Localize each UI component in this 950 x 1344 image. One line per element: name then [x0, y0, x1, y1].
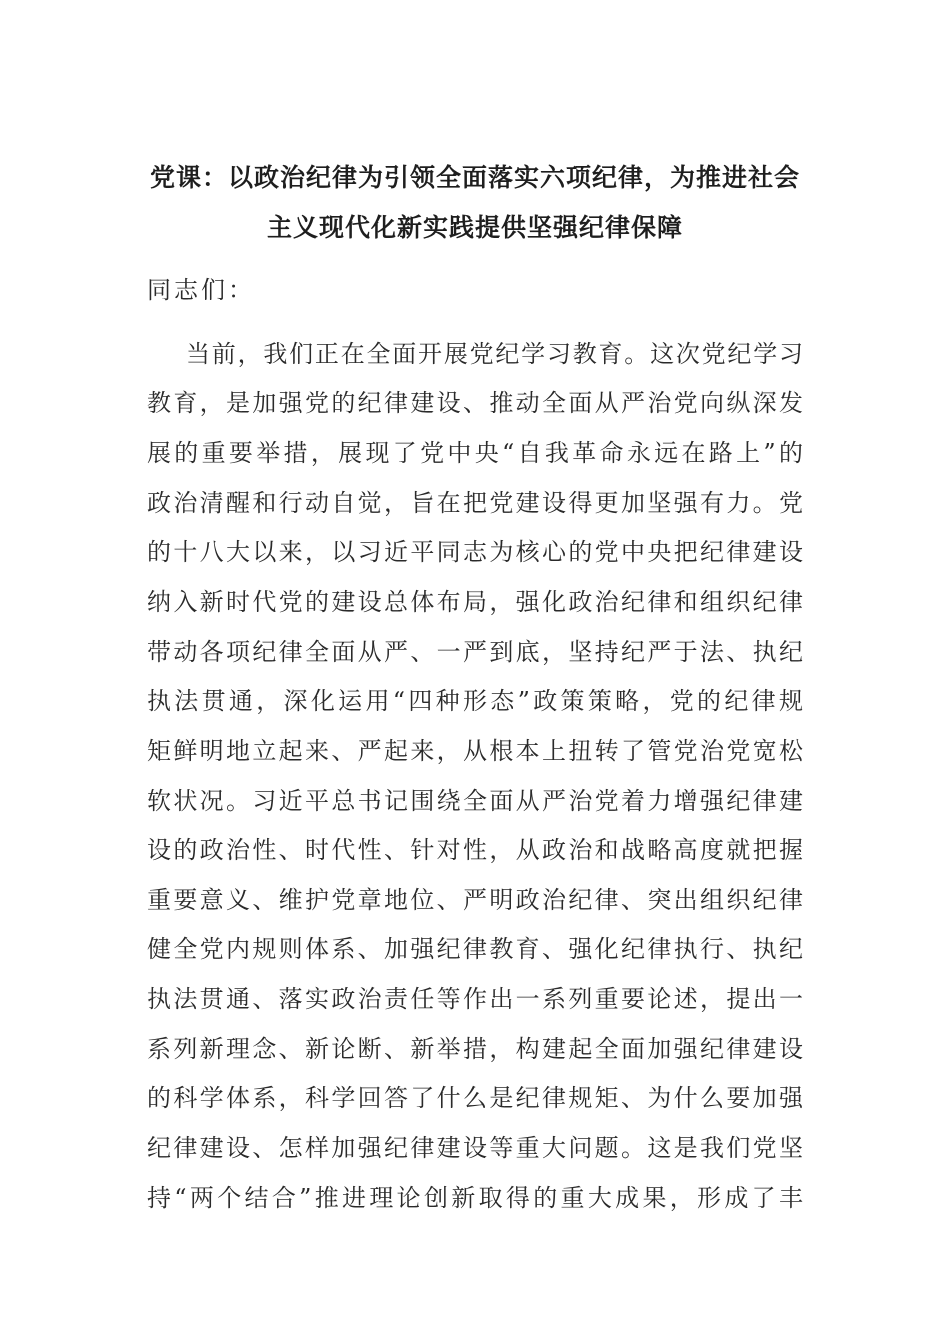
body-line: 政治清醒和行动自觉，旨在把党建设得更加坚强有力。党 [147, 489, 803, 517]
body-line: 设的政治性、时代性、针对性，从政治和战略高度就把握 [147, 836, 803, 864]
body-line: 软状况。习近平总书记围绕全面从严治党着力增强纪律建 [147, 787, 803, 815]
body-line: 矩鲜明地立起来、严起来，从根本上扭转了管党治党宽松 [147, 737, 803, 765]
body-line: 的十八大以来，以习近平同志为核心的党中央把纪律建设 [147, 538, 803, 566]
body-line: 带动各项纪律全面从严、一严到底，坚持纪严于法、执纪 [147, 638, 803, 666]
document-title-line-1: 党课：以政治纪律为引领全面落实六项纪律，为推进社会 [149, 163, 800, 192]
body-line: 执法贯通，深化运用“四种形态”政策策略，党的纪律规 [147, 687, 803, 715]
body-line: 的科学体系，科学回答了什么是纪律规矩、为什么要加强 [147, 1084, 803, 1112]
body-line: 教育，是加强党的纪律建设、推动全面从严治党向纵深发 [147, 389, 803, 417]
body-line: 纪律建设、怎样加强纪律建设等重大问题。这是我们党坚 [147, 1134, 803, 1162]
body-line: 重要意义、维护党章地位、严明政治纪律、突出组织纪律 [147, 886, 803, 914]
body-line: 健全党内规则体系、加强纪律教育、强化纪律执行、执纪 [147, 935, 803, 963]
body-line: 系列新理念、新论断、新举措，构建起全面加强纪律建设 [147, 1035, 803, 1063]
body-line: 当前，我们正在全面开展党纪学习教育。这次党纪学习 [186, 340, 803, 368]
body-line: 展的重要举措，展现了党中央“自我革命永远在路上”的 [147, 439, 803, 467]
body-line: 持“两个结合”推进理论创新取得的重大成果，形成了丰 [147, 1184, 803, 1212]
salutation: 同志们： [147, 276, 255, 304]
body-line: 执法贯通、落实政治责任等作出一系列重要论述，提出一 [147, 985, 803, 1013]
document-title-line-2: 主义现代化新实践提供坚强纪律保障 [266, 213, 683, 242]
body-line: 纳入新时代党的建设总体布局，强化政治纪律和组织纪律 [147, 588, 803, 616]
